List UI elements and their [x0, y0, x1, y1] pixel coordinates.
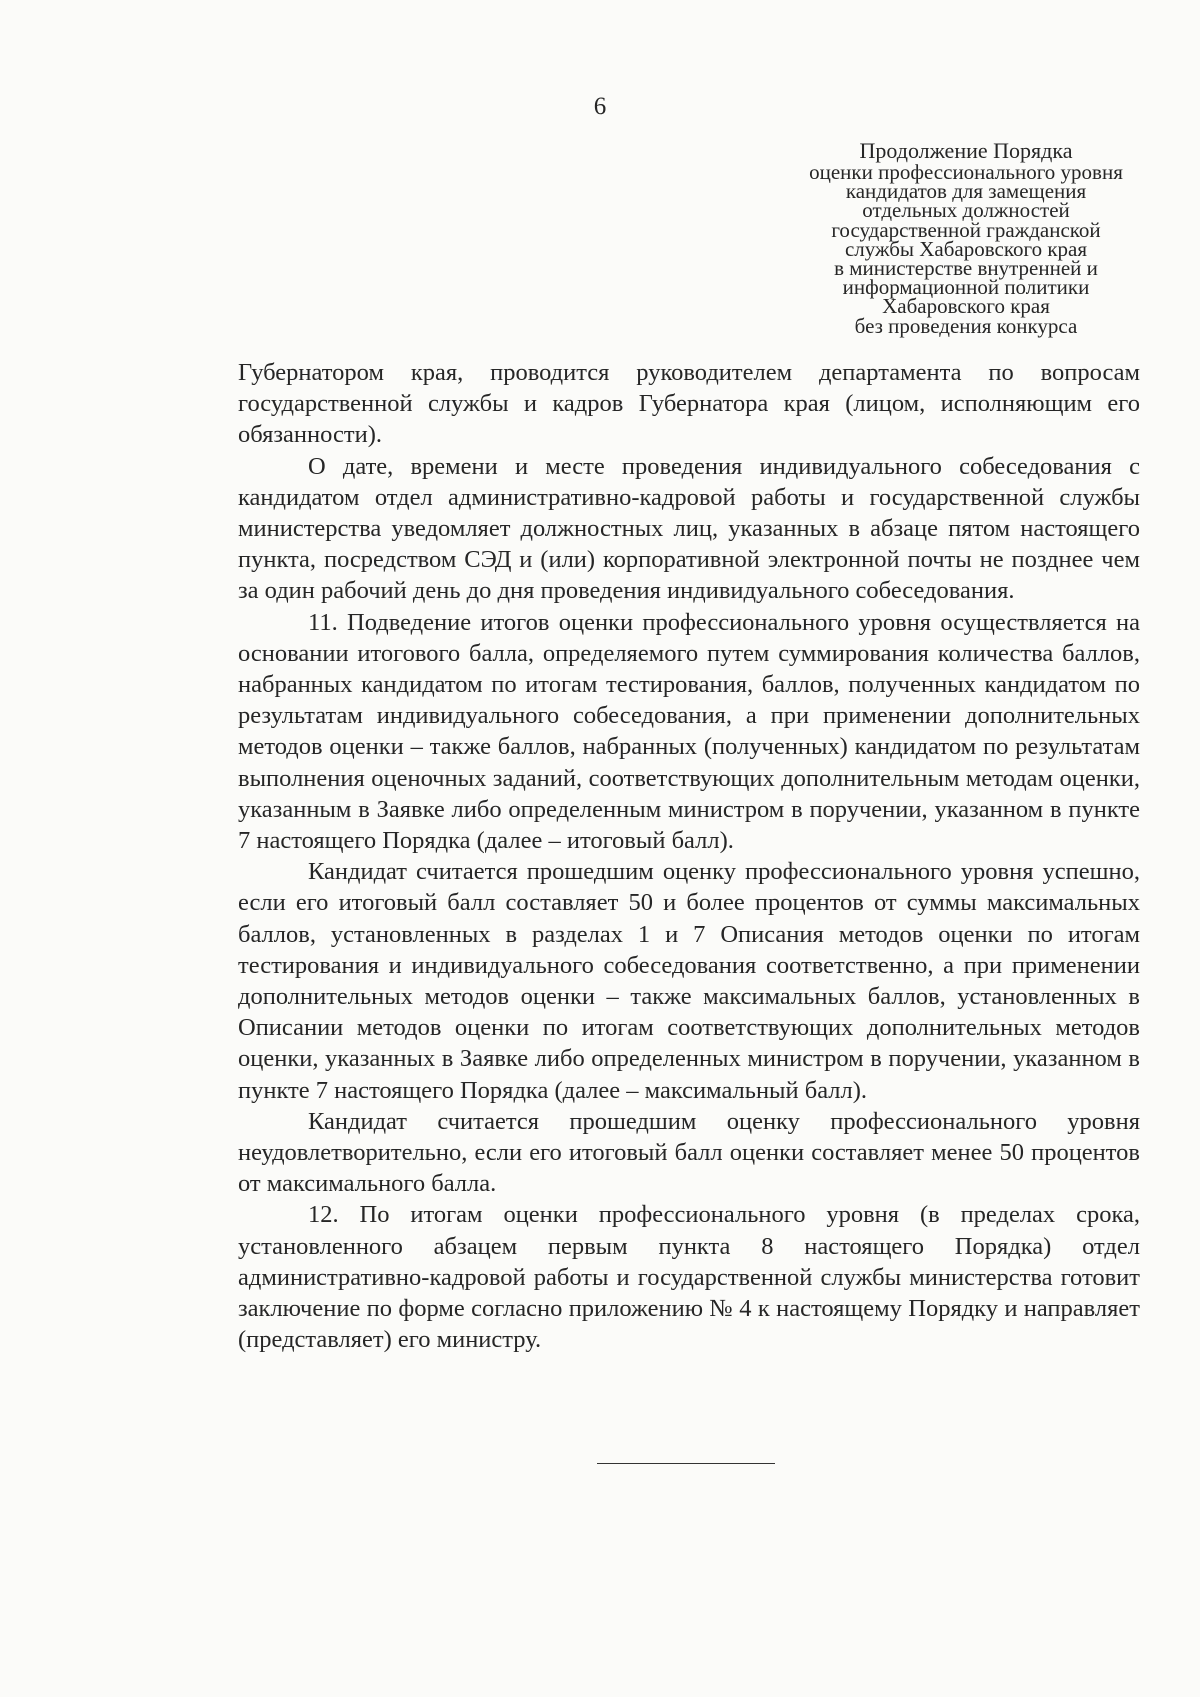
paragraph: Кандидат считается прошедшим оценку профессионального уровня успешно, если его итоговый балл составляет 50 и более процентов от суммы максимальных баллов, установленных в разделах 1 и 7 Описания методов оценки по итогам тестирования и индивидуального собеседования соответственно, а при применении дополнительных методов оценки – также максимальных баллов, установленных в Описании методов оценки по итогам соответствующих дополнительных методов оценки, указанных в Заявке либо определенных министром в поручении, указанном в пункте 7 настоящего Порядка (далее – максимальный балл).: [238, 858, 1140, 1104]
header-line: в министерстве внутренней и: [834, 256, 1098, 281]
document-body: [238, 357, 1140, 1356]
page-number: 6: [593, 93, 607, 120]
header-line: кандидатов для замещения: [845, 179, 1087, 204]
header-line: государственной гражданской: [831, 217, 1101, 242]
header-line: без проведения конкурса: [854, 313, 1078, 338]
header-line: оценки профессионального уровня: [809, 160, 1123, 184]
header-line: информационной политики: [842, 275, 1090, 300]
document-header: [792, 139, 1140, 336]
header-line: Продолжение Порядка: [859, 138, 1073, 163]
paragraph: О дате, времени и месте проведения индивидуального собеседования с кандидатом отдел административно-кадровой работы и государственной службы министерства уведомляет должностных лиц, указанных в абзаце пятом настоящего пункта, посредством СЭД и (или) корпоративной электронной почты не позднее чем за один рабочий день до дня проведения индивидуального собеседования.: [238, 452, 1140, 605]
header-line: отдельных должностей: [862, 198, 1070, 223]
end-divider: [597, 1463, 775, 1464]
paragraph: 12. По итогам оценки профессионального уровня (в пределах срока, установленного абзацем первым пункта 8 настоящего Порядка) отдел административно-кадровой работы и государственной службы министерства готовит заключение по форме согласно приложению № 4 к настоящему Порядку и направляет (представляет) его министру.: [238, 1201, 1140, 1354]
paragraph: Губернатором края, проводится руководителем департамента по вопросам государственной службы и кадров Губернатора края (лицом, исполняющим его обязанности).: [238, 359, 1140, 449]
paragraph: 11. Подведение итогов оценки профессионального уровня осуществляется на основании итогового балла, определяемого путем суммирования количества баллов, набранных кандидатом по итогам тестирования, баллов, полученных кандидатом по результатам индивидуального собеседования, а при применении дополнительных методов оценки – также баллов, набранных (полученных) кандидатом по результатам выполнения оценочных заданий, соответствующих дополнительным методам оценки, указанным в Заявке либо определенным министром в поручении, указанном в пункте 7 настоящего Порядка (далее – итоговый балл).: [238, 608, 1140, 855]
paragraph: Кандидат считается прошедшим оценку профессионального уровня неудовлетворительно, если его итоговый балл оценки составляет менее 50 процентов от максимального балла.: [238, 1107, 1140, 1198]
header-line: Хабаровского края: [882, 294, 1050, 319]
header-line: службы Хабаровского края: [844, 236, 1088, 261]
